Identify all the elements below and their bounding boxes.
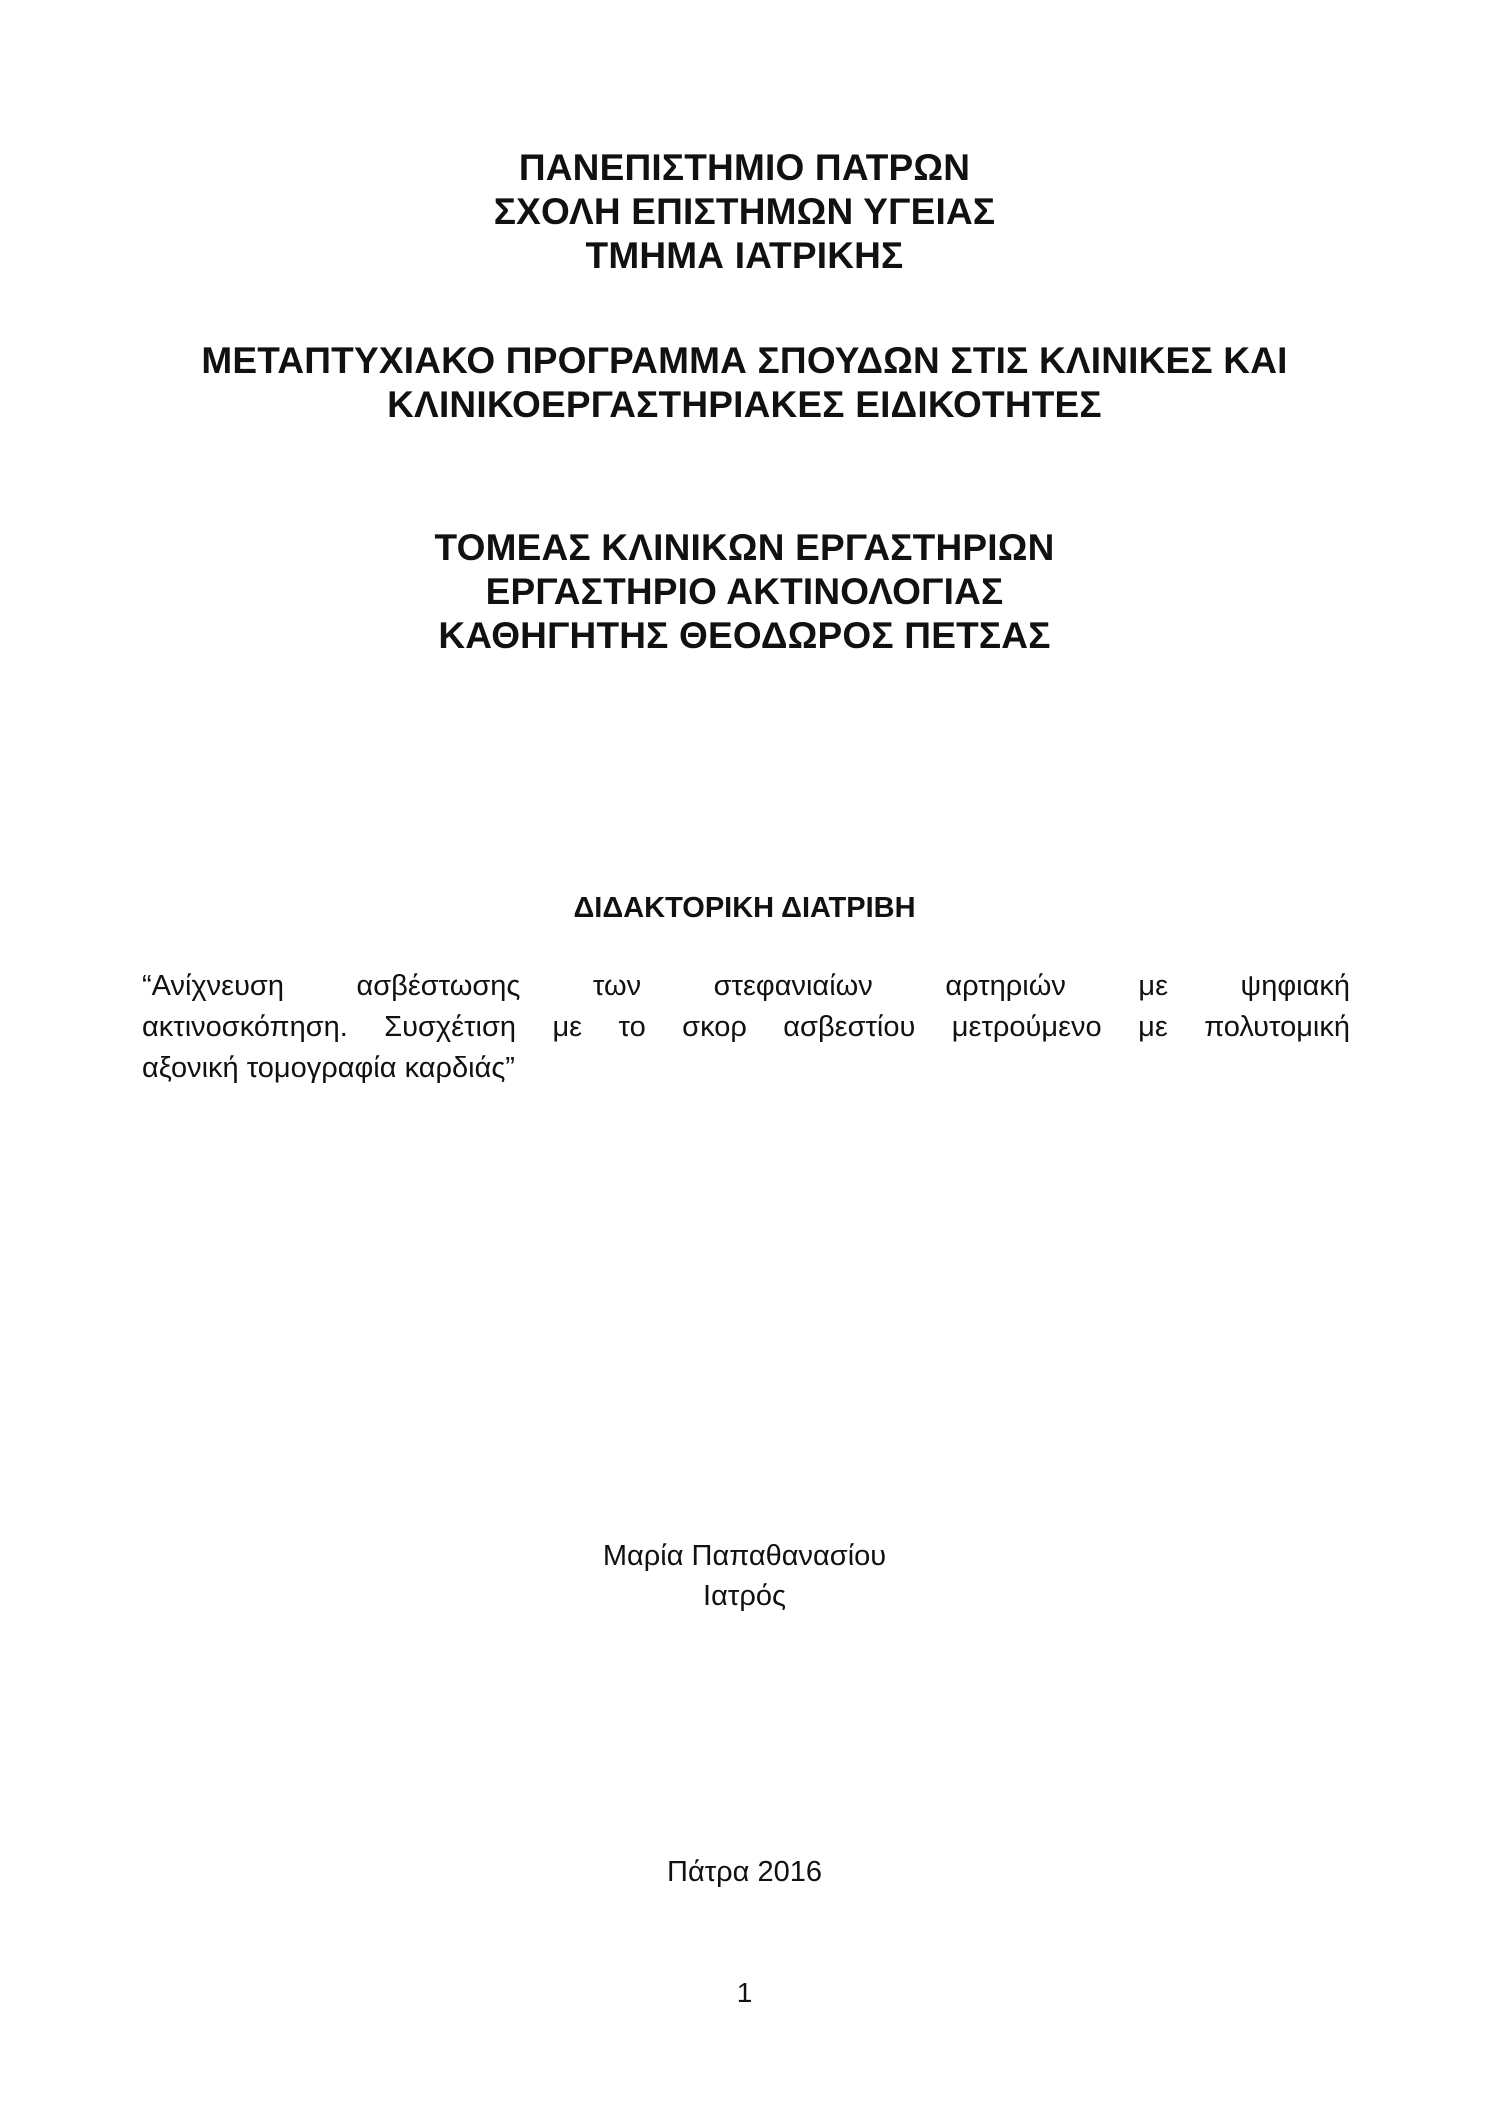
supervisor-name: ΚΑΘΗΓΗΤΗΣ ΘΕΟΔΩΡΟΣ ΠΕΤΣΑΣ <box>438 615 1051 656</box>
program-line-1: ΜΕΤΑΠΤΥΧΙΑΚΟ ΠΡΟΓΡΑΜΜΑ ΣΠΟΥΔΩΝ ΣΤΙΣ ΚΛΙΝΙΚΕΣ ΚΑΙ <box>201 340 1288 381</box>
laboratory-name: ΕΡΓΑΣΤΗΡΙΟ ΑΚΤΙΝΟΛΟΓΙΑΣ <box>485 571 1004 612</box>
thesis-title-line-2: ακτινοσκόπηση. Συσχέτιση με το σκορ ασβεστίου μετρούμενο με πολυτομική <box>142 1011 1350 1043</box>
thesis-title <box>142 966 1350 1089</box>
program-line-2: ΚΛΙΝΙΚΟΕΡΓΑΣΤΗΡΙΑΚΕΣ ΕΙΔΙΚΟΤΗΤΕΣ <box>387 384 1102 425</box>
author-title: Ιατρός <box>703 1580 786 1612</box>
program-heading <box>0 339 1489 427</box>
page-number: 1 <box>736 1977 753 2008</box>
thesis-title-line-1: “Ανίχνευση ασβέστωσης των στεφανιαίων αρτηριών με ψηφιακή <box>142 970 1350 1002</box>
department-name: ΤΜΗΜΑ ΙΑΤΡΙΚΗΣ <box>585 235 904 276</box>
institution-heading <box>0 146 1489 278</box>
author-name: Μαρία Παπαθανασίου <box>602 1540 887 1572</box>
school-name: ΣΧΟΛΗ ΕΠΙΣΤΗΜΩΝ ΥΓΕΙΑΣ <box>493 191 996 232</box>
sector-name: ΤΟΜΕΑΣ ΚΛΙΝΙΚΩΝ ΕΡΓΑΣΤΗΡΙΩΝ <box>434 527 1055 568</box>
author-block <box>0 1536 1489 1616</box>
document-type: ΔΙΔΑΚΤΟΡΙΚΗ ΔΙΑΤΡΙΒΗ <box>573 892 916 924</box>
thesis-title-line-3: αξονική τομογραφία καρδιάς” <box>142 1052 515 1084</box>
university-name: ΠΑΝΕΠΙΣΤΗΜΙΟ ΠΑΤΡΩΝ <box>518 147 971 188</box>
lab-heading <box>0 526 1489 658</box>
place-and-year: Πάτρα 2016 <box>667 1856 822 1888</box>
